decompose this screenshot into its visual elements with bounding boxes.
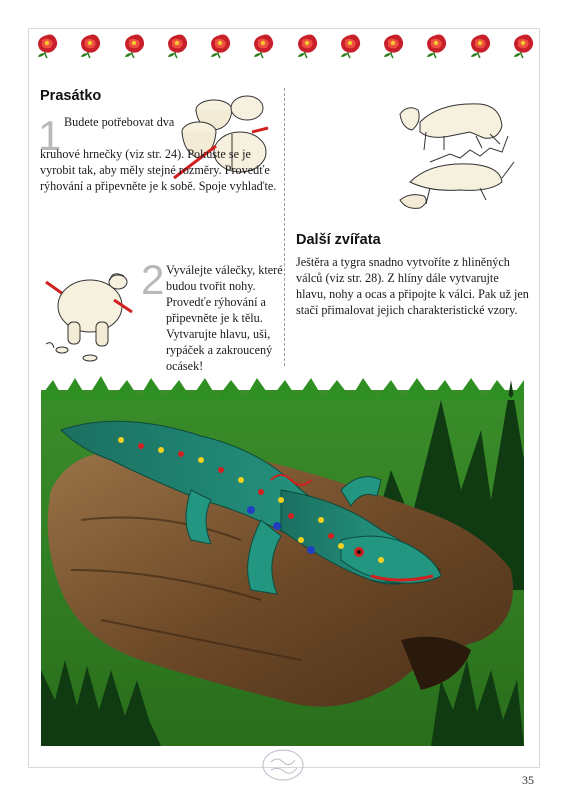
- lizard-and-tiger-sketch: [390, 92, 520, 218]
- column-divider: [284, 88, 285, 366]
- red-flower-icon: [162, 31, 192, 61]
- step1-text: [40, 146, 278, 194]
- section-title-dalsi-zvirata: Další zvířata: [296, 232, 381, 248]
- red-flower-icon: [119, 31, 149, 61]
- red-flower-icon: [292, 31, 322, 61]
- red-flower-icon: [465, 31, 495, 61]
- flower-border: [32, 31, 538, 61]
- step1-body: kruhové hrnečky (viz str. 24). Pokuste se je vyrobit tak, aby měly stejné rozměry. Provedťe rýhování a připevněte je k sobě. Spoje vyhlaďte.: [40, 147, 277, 193]
- step-number-2: 2: [141, 256, 165, 303]
- red-flower-icon: [508, 31, 538, 61]
- red-flower-icon: [248, 31, 278, 61]
- publisher-logo-watermark: [261, 748, 305, 782]
- step-number-1: 1: [38, 112, 62, 159]
- red-flower-icon: [205, 31, 235, 61]
- step1-lead-text: Budete potřebovat dva: [64, 115, 175, 129]
- red-flower-icon: [378, 31, 408, 61]
- clay-lizard-photo: [41, 340, 524, 746]
- red-flower-icon: [32, 31, 62, 61]
- red-flower-icon: [421, 31, 451, 61]
- section-title-prasatko: Prasátko: [40, 88, 102, 104]
- dalsi-zvirata-text: Ještěra a tygra snadno vytvoříte z hliněných válců (viz str. 28). Z hlíny dále vytvarujte hlavu, nohy a ocas a připojte k válci. Pak už jen stačí přimalovat jejich charakteristické vzory.: [296, 255, 529, 317]
- step2-text: Vyválejte válečky, které budou tvořit nohy. Provedťe rýhování a připevněte je k tělu. Vytvarujte hlavu, uši, rypáček a zakroucený ocásek!: [166, 263, 283, 373]
- red-flower-icon: [75, 31, 105, 61]
- page-number: 35: [522, 773, 534, 787]
- red-flower-icon: [335, 31, 365, 61]
